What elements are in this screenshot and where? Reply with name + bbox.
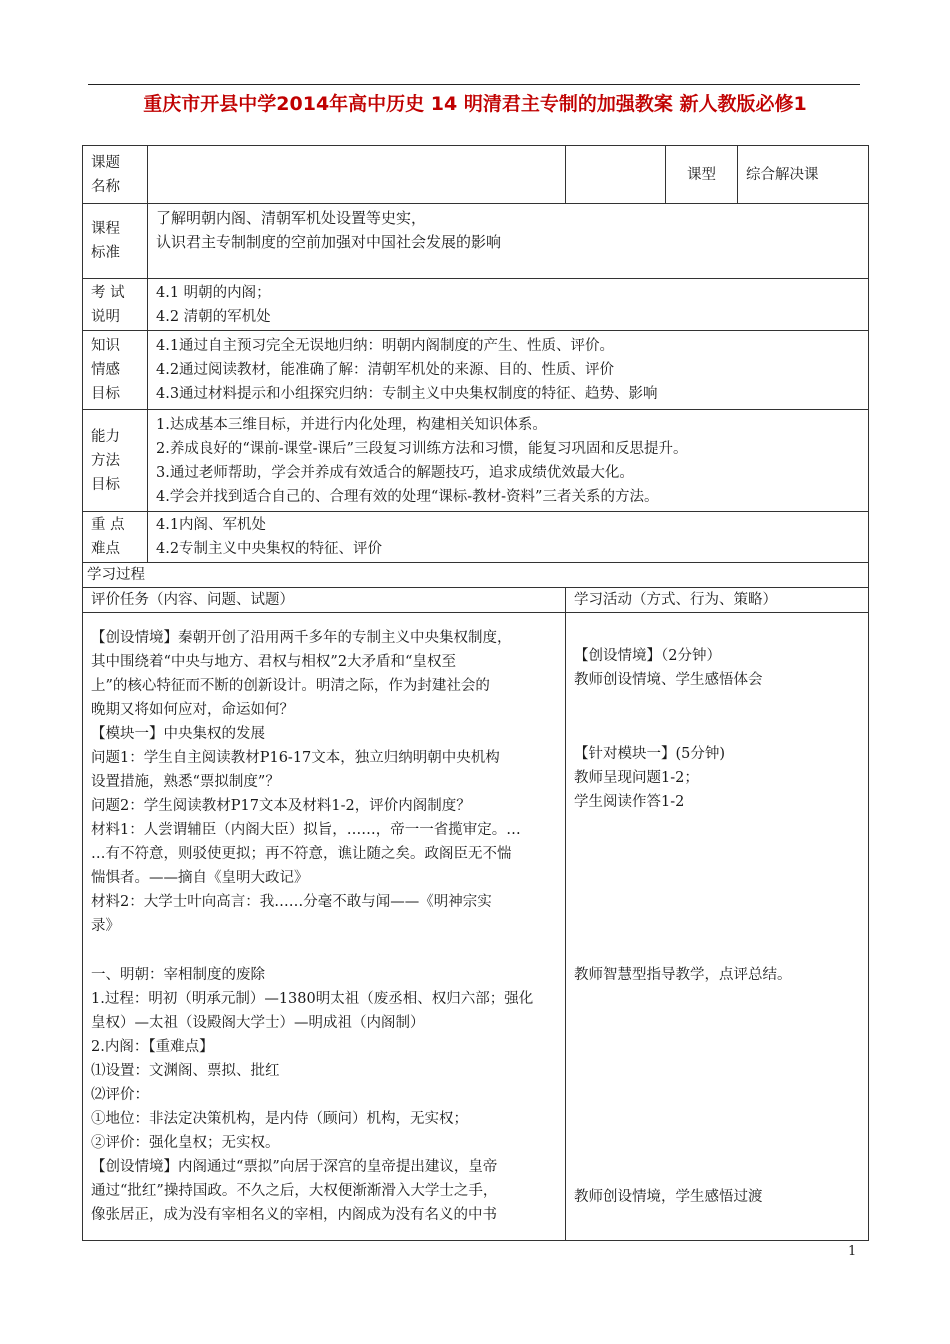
label-line: 目标	[91, 476, 120, 493]
activity-line: 教师智慧型指导教学，点评总结。	[574, 966, 792, 983]
knowledge-line: 4.1通过自主预习完全无误地归纳：明朝内阁制度的产生、性质、评价。	[156, 338, 615, 354]
activity-line	[574, 1011, 860, 1036]
key-line: 4.2专制主义中央集权的特征、评价	[156, 541, 383, 557]
label-line: 考 试	[91, 284, 125, 301]
activity-line	[574, 1135, 860, 1160]
activity-line	[574, 987, 860, 1012]
knowledge-row	[83, 331, 869, 410]
standard-content	[148, 204, 869, 279]
content-line: ①地位：非法定决策机构，是内侍（顾问）机构，无实权；	[91, 1110, 468, 1127]
ability-row	[83, 410, 869, 512]
activity-line: 教师呈现问题1-2；	[574, 769, 699, 786]
activity-line	[574, 888, 860, 913]
content-line: 材料2：大学士叶向高言：我……分毫不敢与闻——《明神宗实	[91, 894, 492, 911]
label-line: 情感	[91, 362, 120, 378]
activity-line	[574, 1061, 860, 1086]
label-line: 说明	[91, 308, 120, 325]
label-line: 方法	[91, 452, 120, 469]
ability-line: 3.通过老师帮助，学会并养成有效适合的解题技巧，追求成绩优效最大化。	[156, 464, 634, 481]
type-label: 课型	[666, 146, 738, 204]
key-content	[148, 512, 869, 563]
left-content	[83, 613, 566, 1241]
topic-label	[83, 146, 148, 204]
exam-content	[148, 279, 869, 331]
activity-line	[574, 814, 860, 839]
right-lines	[574, 644, 860, 1209]
knowledge-label	[83, 331, 148, 410]
label-line: 能力	[91, 428, 120, 445]
process-heading-row	[83, 563, 869, 588]
process-header-row	[83, 588, 869, 613]
activity-line	[574, 938, 860, 963]
blank-cell	[566, 146, 666, 204]
exam-line: 4.1 明朝的内阁；	[156, 284, 271, 301]
activity-line: 教师创设情境，学生感悟过渡	[574, 1188, 763, 1205]
content-line: 2.内阁：【重难点】	[91, 1038, 214, 1055]
content-line: 通过“批红”操持国政。不久之后，大权便渐渐滑入大学士之手，	[91, 1182, 498, 1199]
content-line: 1.过程：明初（明承元制）—1380明太祖（废丞相、权归六部；强化	[91, 990, 534, 1007]
knowledge-line: 4.3通过材料提示和小组探究归纳：专制主义中央集权制度的特征、趋势、影响	[156, 386, 658, 402]
activity-line	[574, 1036, 860, 1061]
label-line: 标准	[91, 245, 120, 261]
activity-line	[574, 1160, 860, 1185]
header-rule	[88, 84, 860, 85]
content-line: 【创设情境】内阁通过“票拟”向居于深宫的皇帝提出建议，皇帝	[91, 1158, 498, 1175]
standard-line: 了解明朝内阁、清朝军机处设置等史实，	[156, 209, 427, 227]
content-line: 问题2：学生阅读教材P17文本及材料1-2，评价内阁制度？	[91, 798, 471, 815]
content-line: …有不符意，则驳使更拟；再不符意，谯让随之矣。政阁臣无不惴	[91, 846, 512, 863]
key-line: 4.1内阁、军机处	[156, 517, 267, 533]
knowledge-content	[148, 331, 869, 410]
content-line: 录》	[91, 918, 120, 935]
exam-line: 4.2 清朝的军机处	[156, 308, 271, 325]
content-line: 其中围绕着“中央与地方、君权与相权”2大矛盾和“皇权至	[91, 654, 456, 671]
content-line: 材料1：人尝谓辅臣（内阁大臣）拟旨，……，帝一一省揽审定。…	[91, 822, 521, 839]
content-line: ⑵评价：	[91, 1086, 149, 1103]
content-line: 上”的核心特征而不断的创新设计。明清之际，作为封建社会的	[91, 678, 490, 695]
ability-label	[83, 410, 148, 512]
content-line: 晚期又将如何应对，命运如何？	[91, 702, 294, 719]
label-line: 名称	[91, 178, 120, 195]
exam-label	[83, 279, 148, 331]
label-line: 课题	[91, 154, 120, 171]
content-line: 【创设情境】秦朝开创了沿用两千多年的专制主义中央集权制度，	[91, 630, 512, 647]
lesson-plan-table	[82, 145, 869, 1241]
ability-content	[148, 410, 869, 512]
right-column-header: 学习活动（方式、行为、策略）	[566, 588, 869, 613]
activity-line: 学生阅读作答1-2	[574, 793, 685, 810]
standard-row	[83, 204, 869, 279]
content-line: 惴惧者。——摘自《皇明大政记》	[91, 870, 309, 887]
content-line: 问题1：学生自主阅读教材P16-17文本，独立归纳明朝中央机构	[91, 750, 500, 767]
label-line: 难点	[91, 541, 120, 557]
label-line: 目标	[91, 386, 120, 402]
document-title: 重庆市开县中学2014年高中历史 14 明清君主专制的加强教案 新人教版必修1	[143, 93, 807, 115]
left-column-header: 评价任务（内容、问题、试题）	[83, 588, 566, 613]
standard-line: 认识君主专制制度的空前加强对中国社会发展的影响	[156, 233, 502, 251]
content-line: 皇权）—太祖（设殿阁大学士）—明成祖（内阁制）	[91, 1014, 425, 1031]
activity-line	[574, 863, 860, 888]
activity-line	[574, 839, 860, 864]
activity-line	[574, 717, 860, 742]
label-line: 课程	[91, 221, 120, 237]
content-line: 像张居正，成为没有宰相名义的宰相，内阁成为没有名义的中书	[91, 1206, 497, 1223]
activity-line	[574, 1086, 860, 1111]
topic-name-cell	[148, 146, 566, 204]
activity-line: 【创设情境】（2分钟）	[574, 648, 721, 665]
standard-label	[83, 204, 148, 279]
type-value: 综合解决课	[738, 146, 869, 204]
activity-line	[574, 1110, 860, 1135]
activity-line: 教师创设情境、学生感悟体会	[574, 672, 763, 689]
knowledge-line: 4.2通过阅读教材，能准确了解：清朝军机处的来源、目的、性质、评价	[156, 362, 615, 378]
ability-line: 1.达成基本三维目标，并进行内化处理，构建相关知识体系。	[156, 416, 547, 433]
key-row	[83, 512, 869, 563]
activity-line	[574, 913, 860, 938]
page-number: 1	[848, 1244, 857, 1259]
activity-line: 【针对模块一】(5分钟)	[574, 745, 726, 762]
topic-row	[83, 146, 869, 204]
process-content-row	[83, 613, 869, 1241]
ability-line: 2.养成良好的“课前-课堂-课后”三段复习训练方法和习惯，能复习巩固和反思提升。	[156, 440, 688, 457]
content-line: 设置措施，熟悉“票拟制度”？	[91, 774, 280, 791]
ability-line: 4.学会并找到适合自己的、合理有效的处理“课标-教材-资料”三者关系的方法。	[156, 488, 659, 505]
label-line: 知识	[91, 338, 120, 354]
label-line: 重 点	[91, 517, 125, 533]
right-content	[566, 613, 869, 1241]
left-lines	[91, 626, 557, 1227]
content-line	[91, 938, 557, 963]
content-line: ②评价：强化皇权；无实权。	[91, 1134, 280, 1151]
process-heading: 学习过程	[83, 563, 869, 588]
activity-line	[574, 692, 860, 717]
content-line: 一、明朝：宰相制度的废除	[91, 966, 265, 983]
exam-row	[83, 279, 869, 331]
content-line: ⑴设置：文渊阁、票拟、批红	[91, 1062, 280, 1079]
key-label	[83, 512, 148, 563]
content-line: 【模块一】中央集权的发展	[91, 726, 265, 743]
